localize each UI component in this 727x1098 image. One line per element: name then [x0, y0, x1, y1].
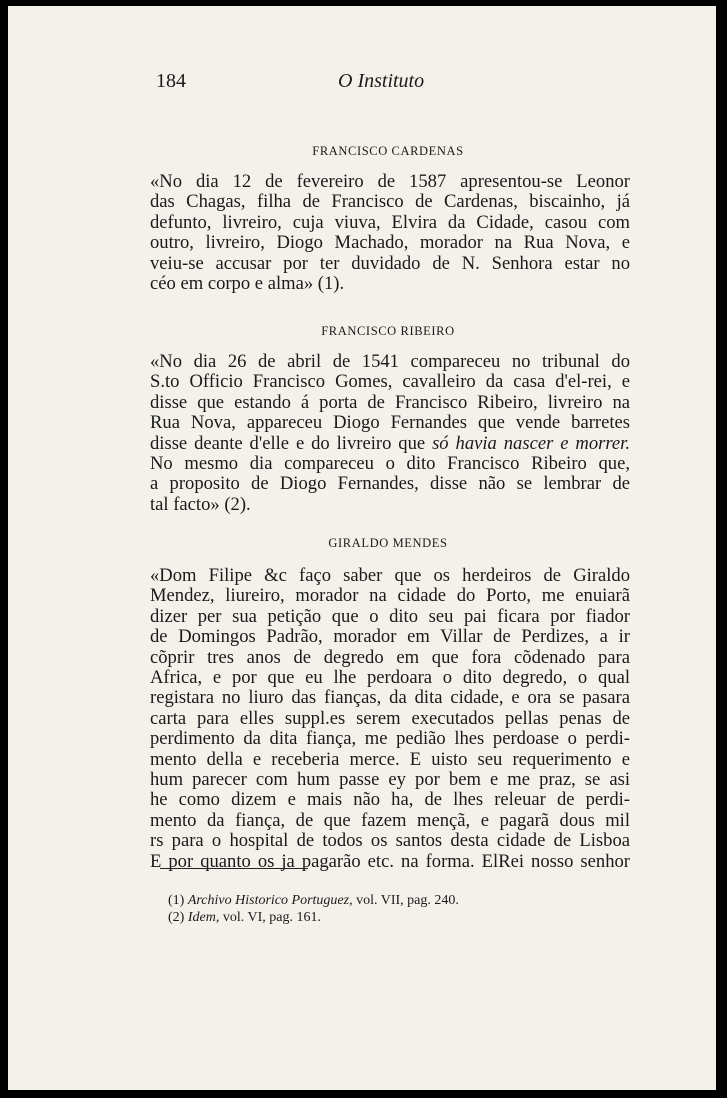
footnote-marker: (1) [168, 893, 185, 908]
footnote-source: Idem, [187, 910, 220, 925]
text-line: Africa, e por que eu lhe perdoara o dito degredo, o qual [150, 667, 630, 689]
text-line: céo em corpo e alma» (1). [150, 273, 345, 295]
text-line: veiu-se accusar por ter duvidado de N. Senhora estar no [150, 252, 630, 274]
text-line: mento da fiança, de que fazem mençã, e pagarã dous mil [150, 809, 630, 831]
paragraph-mendes [150, 566, 630, 872]
text-line: dizer per sua petição que o dito seu pai ficara por fiador [150, 605, 630, 627]
text-line: a proposito de Diogo Fernandes, disse não se lembrar de [150, 473, 630, 495]
footnote-2 [168, 909, 628, 926]
text-line-start: disse deante d'elle e do livreiro que [150, 432, 433, 454]
text-line: Rua Nova, appareceu Diogo Fernandes que vende barretes [150, 412, 630, 434]
text-line: registara no liuro das fianças, da dita cidade, e ora se pasara [150, 687, 630, 709]
running-head [156, 70, 620, 94]
text-line: S.to Officio Francisco Gomes, cavalleiro da casa d'el-rei, e [150, 371, 630, 393]
text-line: disse que estando á porta de Francisco Ribeiro, livreiro na [150, 391, 630, 413]
section-heading-mendes: GIRALDO MENDES [328, 536, 448, 550]
page-number: 184 [156, 70, 186, 92]
text-line: «No dia 12 de fevereiro de 1587 apresentou-se Leonor [150, 171, 630, 192]
text-line: perdimento da dita fiança, me pedião lhes perdoase o perdi- [150, 728, 630, 750]
italic-quote: só havia nascer e morrer. [432, 432, 630, 454]
text-line: rs para o hospital de todos os santos desta cidade de Lisboa [150, 830, 630, 852]
text-line: E por quanto os ja pagarão etc. na forma. ElRei nosso senhor [150, 850, 630, 872]
footnote-reference: vol. VII, pag. 240. [352, 893, 459, 908]
text-line: tal facto» (2). [150, 493, 251, 515]
text-line: outro, livreiro, Diogo Machado, morador na Rua Nova, e [150, 232, 630, 254]
journal-title: O Instituto [338, 70, 425, 92]
text-line: hum parecer com hum passe ey por bem e me praz, se asi [150, 769, 630, 791]
text-line: carta para elles suppl.es serem executados pellas penas de [150, 707, 630, 729]
footnotes [168, 892, 628, 926]
text-line: defunto, livreiro, cuja viuva, Elvira da Cidade, casou com [150, 211, 630, 233]
text-line: Mendez, liureiro, morador na cidade do Porto, me enuiarã [150, 585, 630, 607]
book-page [8, 6, 716, 1090]
footnote-rule [160, 868, 308, 869]
text-line: «Dom Filipe &c faço saber que os herdeiros de Giraldo [150, 565, 630, 586]
text-line: mento della e receberia merce. E uisto seu requerimento e [150, 748, 630, 770]
text-line: No mesmo dia compareceu o dito Francisco Ribeiro que, [150, 453, 630, 475]
footnote-source: Archivo Historico Portuguez, [187, 893, 353, 908]
text-line: he como dizem e mais não ha, de lhes releuar de perdi- [150, 789, 630, 811]
text-line: de Domingos Padrão, morador em Villar de Perdizes, a ir [150, 626, 630, 648]
footnote-1 [168, 892, 628, 909]
footnote-marker: (2) [168, 910, 185, 925]
footnote-reference: vol. VI, pag. 161. [219, 910, 321, 925]
text-line: cõprir tres anos de degredo em que fora cõdenado para [150, 646, 630, 668]
paragraph-cardenas [150, 172, 630, 294]
text-line [150, 434, 630, 454]
section-heading-ribeiro: FRANCISCO RIBEIRO [321, 324, 455, 338]
paragraph-ribeiro [150, 352, 630, 515]
section-heading-cardenas: FRANCISCO CARDENAS [312, 144, 464, 158]
text-line: das Chagas, filha de Francisco de Cardenas, biscainho, já [150, 191, 630, 213]
text-line: «No dia 26 de abril de 1541 compareceu no tribunal do [150, 351, 630, 372]
